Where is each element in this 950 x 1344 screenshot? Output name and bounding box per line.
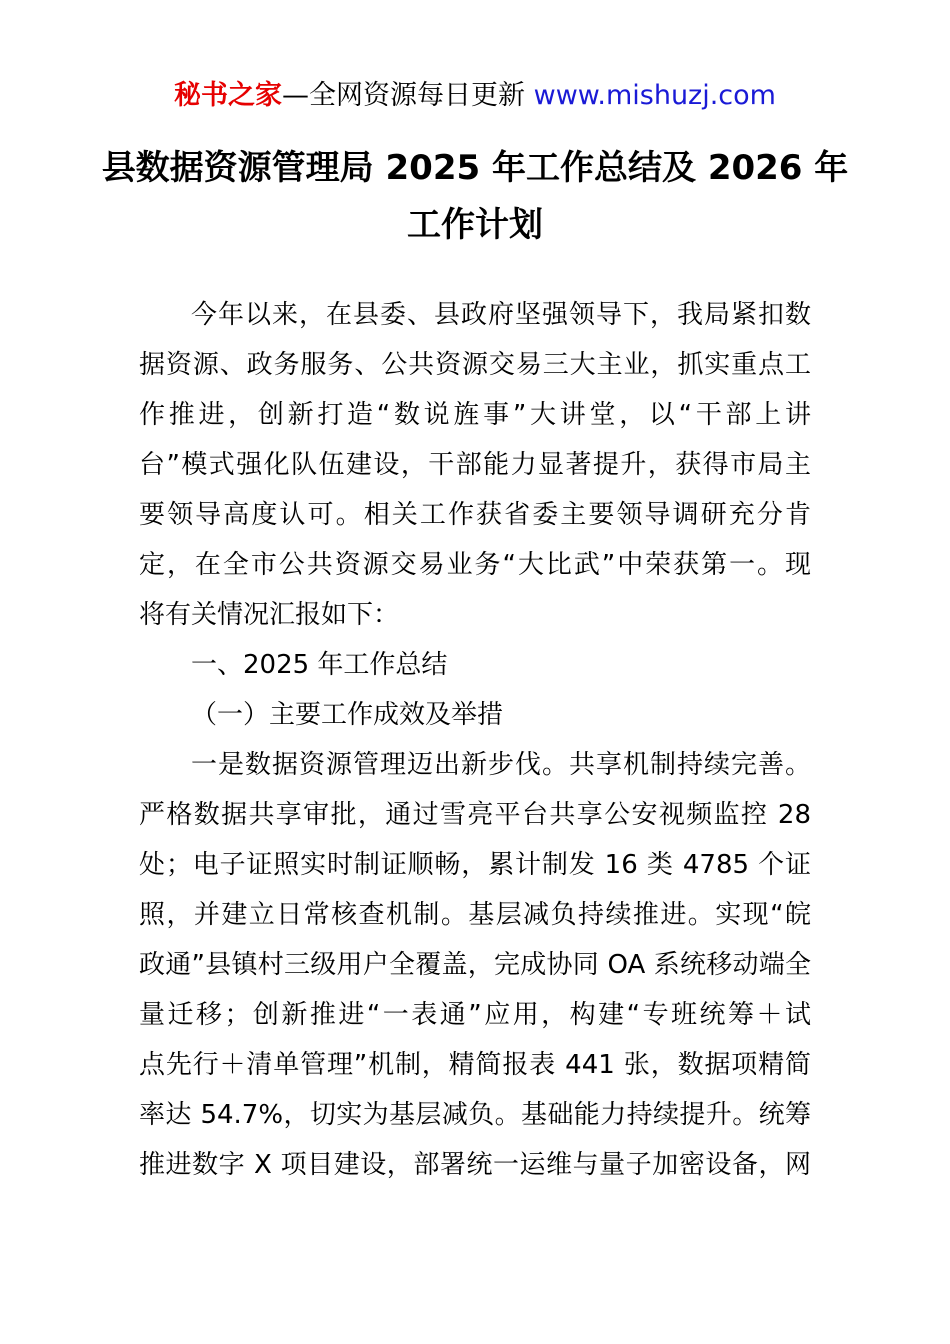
intro-paragraph-line: 定，在全市公共资源交易业务“大比武”中荣获第一。现	[139, 550, 811, 580]
document-page	[0, 76, 950, 1344]
achievements-paragraph-line: 点先行＋清单管理”机制，精简报表 441 张，数据项精简	[139, 1050, 811, 1080]
intro-paragraph-line: 作推进，创新打造“数说旌事”大讲堂，以“干部上讲	[139, 400, 811, 430]
intro-paragraph-line: 台”模式强化队伍建设，干部能力显著提升，获得市局主	[139, 450, 811, 480]
achievements-paragraph-line: 一是数据资源管理迈出新步伐。共享机制持续完善。	[191, 750, 811, 780]
intro-paragraph-line: 据资源、政务服务、公共资源交易三大主业，抓实重点工	[139, 350, 811, 380]
site-header-line	[0, 76, 950, 116]
achievements-paragraph-line: 推进数字 X 项目建设，部署统一运维与量子加密设备，网	[139, 1150, 811, 1180]
site-url-link[interactable]: www.mishuzj.com	[533, 80, 776, 111]
achievements-paragraph-line: 率达 54.7%，切实为基层减负。基础能力持续提升。统筹	[139, 1100, 811, 1130]
section-1-1-heading-line: （一）主要工作成效及举措	[191, 700, 504, 730]
document-title-line-2: 工作计划	[407, 205, 543, 245]
intro-paragraph-line: 今年以来，在县委、县政府坚强领导下，我局紧扣数	[191, 300, 811, 330]
achievements-paragraph-line: 政通”县镇村三级用户全覆盖，完成协同 OA 系统移动端全	[139, 950, 811, 980]
achievements-paragraph-line: 量迁移；创新推进“一表通”应用，构建“专班统筹＋试	[139, 1000, 811, 1030]
document-title	[0, 140, 950, 254]
site-brand-text: 秘书之家	[174, 80, 283, 111]
achievements-paragraph-line: 严格数据共享审批，通过雪亮平台共享公安视频监控 28	[139, 800, 811, 830]
document-body	[139, 290, 811, 1190]
section-1-heading-line: 一、2025 年工作总结	[191, 650, 448, 680]
achievements-paragraph-line: 处；电子证照实时制证顺畅，累计制发 16 类 4785 个证	[139, 850, 811, 880]
site-tagline-text: —全网资源每日更新	[282, 80, 534, 111]
intro-paragraph-line: 要领导高度认可。相关工作获省委主要领导调研充分肯	[139, 500, 811, 530]
achievements-paragraph-line: 照，并建立日常核查机制。基层减负持续推进。实现“皖	[139, 900, 811, 930]
document-title-line-1: 县数据资源管理局 2025 年工作总结及 2026 年	[101, 148, 849, 188]
intro-paragraph-line: 将有关情况汇报如下：	[139, 600, 400, 630]
